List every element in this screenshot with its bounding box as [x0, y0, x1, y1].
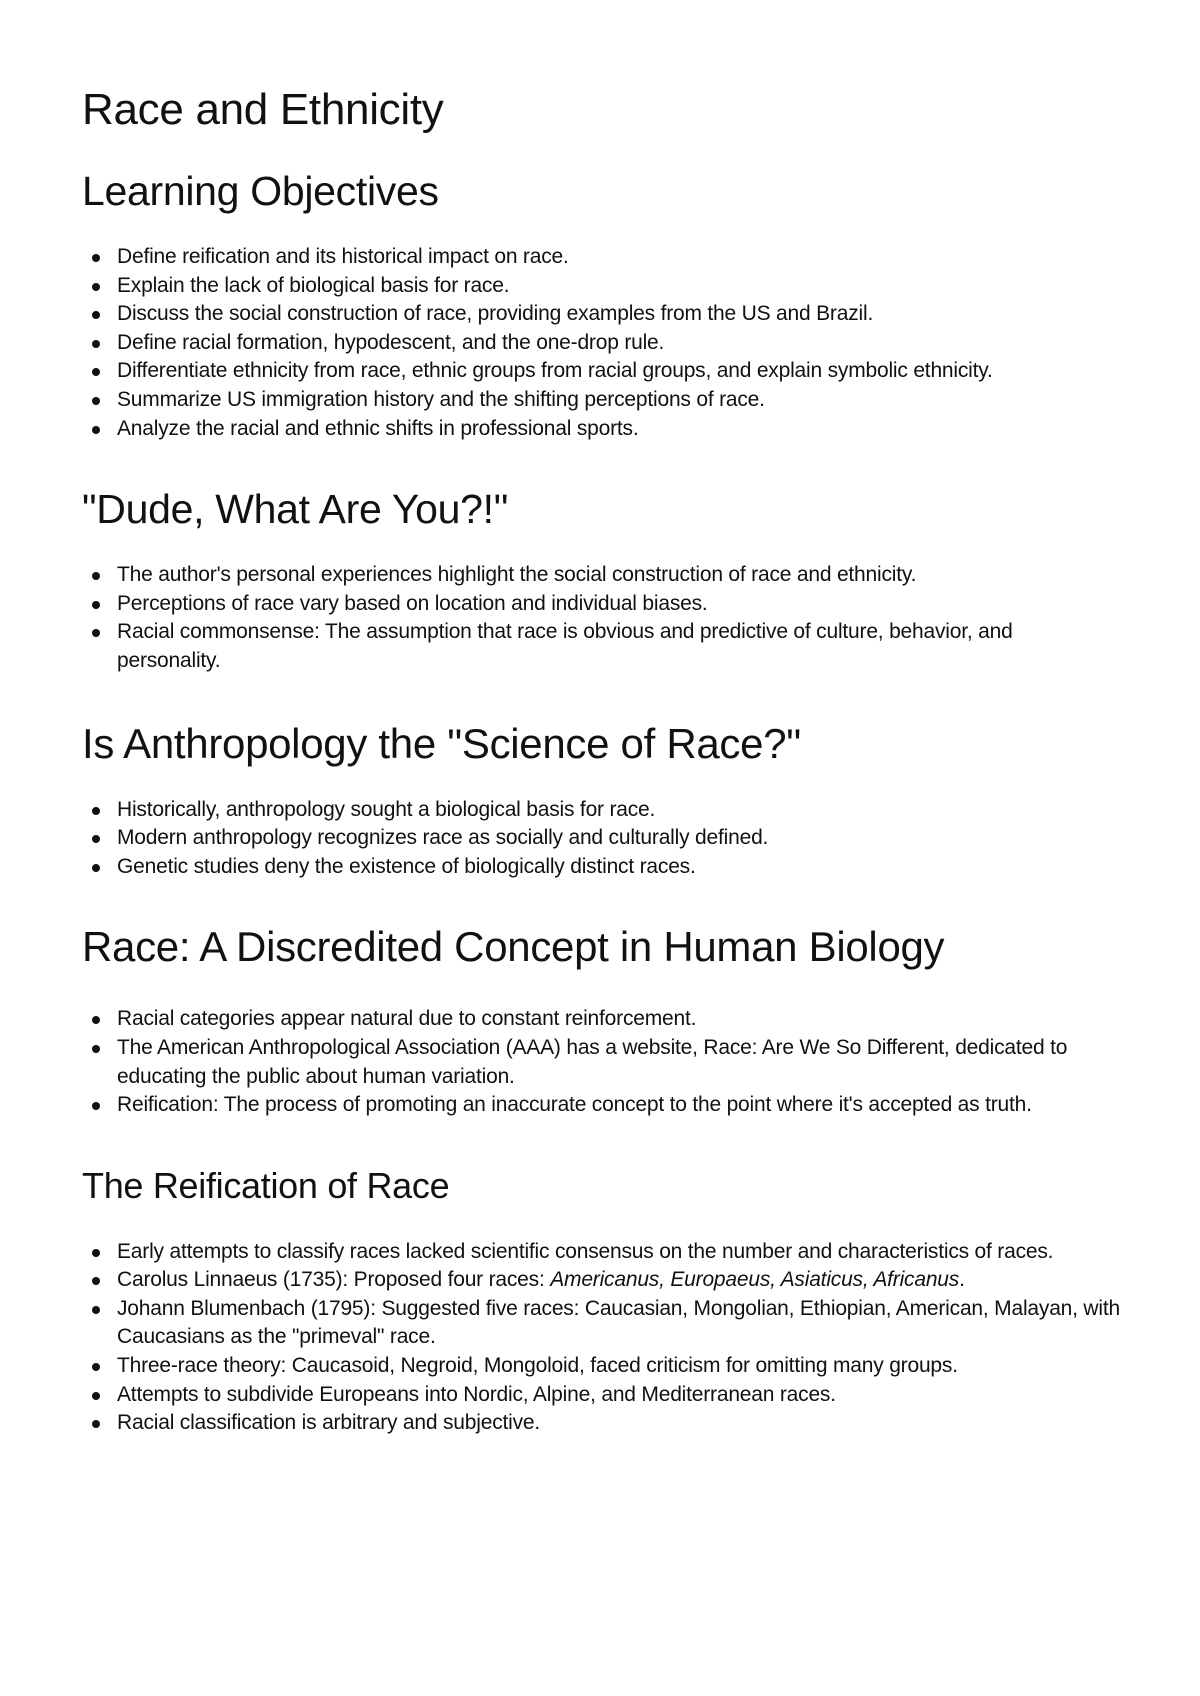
bullet-list: [82, 796, 1120, 882]
list-item: Three-race theory: Caucasoid, Negroid, Mongoloid, faced criticism for omitting many groups.: [82, 1352, 1120, 1381]
section-discredited-concept: [82, 919, 1120, 1119]
section-reification-of-race: [82, 1158, 1120, 1438]
list-item: Early attempts to classify races lacked scientific consensus on the number and characteristics of races.: [82, 1238, 1120, 1267]
list-item: The author's personal experiences highlight the social construction of race and ethnicity.: [82, 561, 1120, 590]
list-item: Analyze the racial and ethnic shifts in professional sports.: [82, 415, 1120, 444]
bullet-list: [82, 1238, 1120, 1438]
section-heading: Learning Objectives: [82, 168, 439, 214]
list-item: Summarize US immigration history and the shifting perceptions of race.: [82, 386, 1120, 415]
page-title: Race and Ethnicity: [82, 85, 444, 134]
list-item: The American Anthropological Association (AAA) has a website, Race: Are We So Different, dedicated to educating the public about human variation.: [82, 1034, 1120, 1091]
list-item: Racial classification is arbitrary and subjective.: [82, 1409, 1120, 1438]
list-item: Differentiate ethnicity from race, ethnic groups from racial groups, and explain symbolic ethnicity.: [82, 357, 1120, 386]
section-heading: Race: A Discredited Concept in Human Biology: [82, 923, 945, 971]
list-item-text: Carolus Linnaeus (1735): Proposed four races:: [117, 1268, 551, 1292]
bullet-list: [82, 243, 1120, 443]
list-item: Attempts to subdivide Europeans into Nordic, Alpine, and Mediterranean races.: [82, 1381, 1120, 1410]
section-heading: "Dude, What Are You?!": [82, 486, 508, 533]
list-item: Racial categories appear natural due to constant reinforcement.: [82, 1005, 1120, 1034]
bullet-list: [82, 1005, 1120, 1119]
section-heading: Is Anthropology the "Science of Race?": [82, 719, 801, 767]
section-dude-what-are-you: [82, 481, 1120, 675]
list-item: Define racial formation, hypodescent, and the one-drop rule.: [82, 329, 1120, 358]
list-item: Genetic studies deny the existence of biologically distinct races.: [82, 853, 1120, 882]
list-item: Johann Blumenbach (1795): Suggested five races: Caucasian, Mongolian, Ethiopian, American, Malayan, with Caucasians as the "primeval" race.: [82, 1295, 1120, 1352]
list-item: Modern anthropology recognizes race as socially and culturally defined.: [82, 824, 1120, 853]
bullet-list: [82, 561, 1120, 675]
section-science-of-race: [82, 716, 1120, 882]
list-item: Define reification and its historical impact on race.: [82, 243, 1120, 272]
list-item: Reification: The process of promoting an inaccurate concept to the point where it's accepted as truth.: [82, 1091, 1120, 1120]
list-item: Racial commonsense: The assumption that race is obvious and predictive of culture, behavior, and personality.: [82, 618, 1120, 675]
list-item: Historically, anthropology sought a biological basis for race.: [82, 796, 1120, 825]
list-item: Discuss the social construction of race, providing examples from the US and Brazil.: [82, 300, 1120, 329]
list-item: [82, 1266, 1120, 1295]
list-item: Explain the lack of biological basis for race.: [82, 272, 1120, 301]
section-heading: The Reification of Race: [82, 1164, 450, 1206]
section-learning-objectives: [82, 163, 1120, 443]
list-item-text: .: [959, 1268, 965, 1292]
list-item: Perceptions of race vary based on location and individual biases.: [82, 590, 1120, 619]
list-item-italic-text: Americanus, Europaeus, Asiaticus, Africanus: [550, 1268, 960, 1292]
